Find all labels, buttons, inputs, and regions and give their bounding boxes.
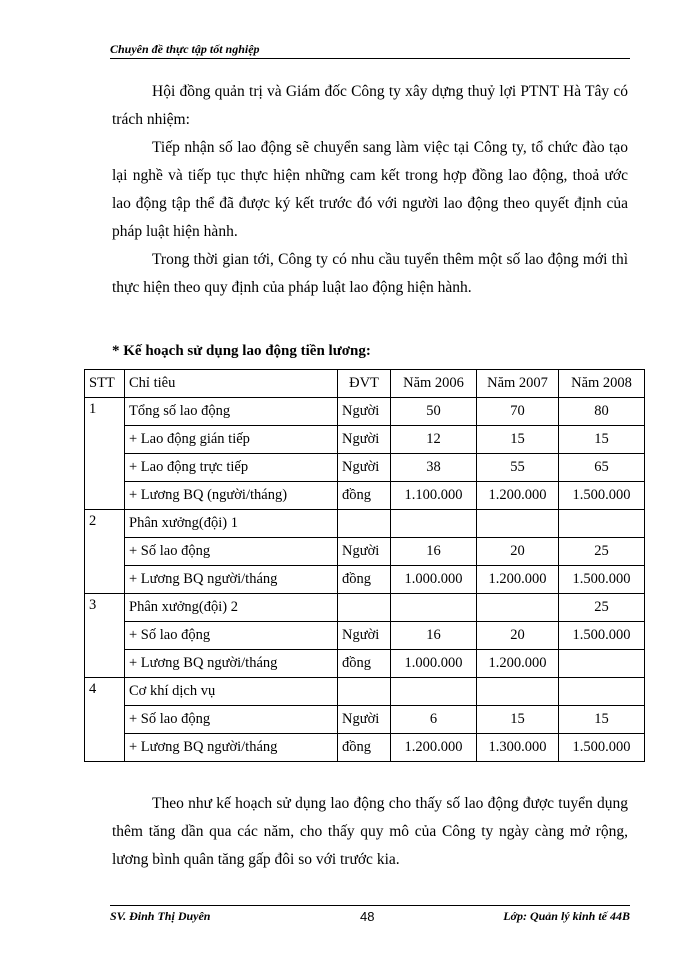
value-cell: 20 [477,538,559,566]
value-cell: 16 [391,622,477,650]
paragraph-3 [112,246,628,302]
paragraph-4 [112,790,628,874]
value-cell: 1.200.000 [477,650,559,678]
value-cell [391,678,477,706]
indicator-cell: + Lương BQ người/tháng [125,566,338,594]
table-row [85,734,645,762]
stt-cell: 1 [85,398,125,510]
unit-cell: Người [338,398,391,426]
header-cell: ĐVT [338,370,391,398]
indicator-cell: + Lương BQ người/tháng [125,650,338,678]
value-cell [477,510,559,538]
header-cell: STT [85,370,125,398]
value-cell: 1.000.000 [391,566,477,594]
value-cell [391,594,477,622]
value-cell: 1.200.000 [477,482,559,510]
value-cell: 15 [559,706,645,734]
table-row [85,622,645,650]
table-row [85,510,645,538]
paragraph-2 [112,134,628,246]
unit-cell: Người [338,538,391,566]
value-cell: 1.500.000 [559,566,645,594]
value-cell: 25 [559,594,645,622]
value-cell [391,510,477,538]
indicator-cell: + Lao động gián tiếp [125,426,338,454]
unit-cell: Người [338,426,391,454]
header-title: Chuyên đề thực tập tốt nghiệp [110,42,260,56]
footer-class: Lớp: Quản lý kinh tế 44B [503,909,630,923]
indicator-cell: Tổng số lao động [125,398,338,426]
indicator-cell: + Số lao động [125,706,338,734]
page-footer [110,905,630,926]
value-cell [559,650,645,678]
paragraph-2-text: Tiếp nhận số lao động sẽ chuyển sang làm việc tại Công ty, tổ chức đào tạo lại nghề và tiếp tục thực hiện những cam kết trong hợp đồng lao động, thoả ước lao động tập thể đã được ký kết trước đó với người lao động theo quyết định của pháp luật hiện hành. [112,139,628,240]
unit-cell: Người [338,622,391,650]
value-cell: 1.500.000 [559,482,645,510]
unit-cell: đồng [338,650,391,678]
value-cell: 1.200.000 [477,566,559,594]
value-cell: 70 [477,398,559,426]
value-cell [559,678,645,706]
header-cell: Chỉ tiêu [125,370,338,398]
indicator-cell: Phân xưởng(đội) 1 [125,510,338,538]
indicator-cell: Phân xưởng(đội) 2 [125,594,338,622]
header-cell: Năm 2006 [391,370,477,398]
value-cell: 1.100.000 [391,482,477,510]
table-row [85,482,645,510]
unit-cell [338,510,391,538]
table-row [85,706,645,734]
value-cell: 15 [477,706,559,734]
footer-author: SV. Đinh Thị Duyên [110,909,211,923]
unit-cell: đồng [338,482,391,510]
table-row [85,426,645,454]
stt-cell: 3 [85,594,125,678]
indicator-cell: + Lương BQ (người/tháng) [125,482,338,510]
table-row [85,538,645,566]
value-cell: 25 [559,538,645,566]
paragraph-1 [112,78,628,134]
indicator-cell: + Số lao động [125,538,338,566]
paragraph-3-text: Trong thời gian tới, Công ty có nhu cầu tuyển thêm một số lao động mới thì thực hiện theo quy định của pháp luật lao động hiện hành. [112,251,628,296]
indicator-cell: + Lương BQ người/tháng [125,734,338,762]
header-cell: Năm 2008 [559,370,645,398]
value-cell: 12 [391,426,477,454]
header-cell: Năm 2007 [477,370,559,398]
value-cell: 55 [477,454,559,482]
table-row [85,566,645,594]
value-cell [559,510,645,538]
value-cell: 1.300.000 [477,734,559,762]
value-cell: 1.200.000 [391,734,477,762]
value-cell [477,678,559,706]
paragraph-4-text: Theo như kế hoạch sử dụng lao động cho thấy số lao động được tuyển dụng thêm tăng dần qua các năm, cho thấy quy mô của Công ty ngày càng mở rộng, lương bình quân tăng gấp đôi so với trước kia. [112,795,628,868]
value-cell: 38 [391,454,477,482]
value-cell: 1.500.000 [559,734,645,762]
paragraph-1-text: Hội đồng quản trị và Giám đốc Công ty xây dựng thuỷ lợi PTNT Hà Tây có trách nhiệm: [112,83,628,128]
stt-cell: 2 [85,510,125,594]
value-cell [477,594,559,622]
value-cell: 15 [477,426,559,454]
page-header [110,38,630,59]
labor-plan-table [84,369,645,762]
unit-cell [338,594,391,622]
stt-cell: 4 [85,678,125,762]
value-cell: 1.500.000 [559,622,645,650]
value-cell: 65 [559,454,645,482]
table-row [85,678,645,706]
unit-cell: Người [338,454,391,482]
page-number: 48 [360,909,375,924]
value-cell: 1.000.000 [391,650,477,678]
indicator-cell: + Lao động trực tiếp [125,454,338,482]
value-cell: 6 [391,706,477,734]
value-cell: 50 [391,398,477,426]
unit-cell: đồng [338,566,391,594]
table-row [85,650,645,678]
table-row [85,454,645,482]
value-cell: 16 [391,538,477,566]
value-cell: 20 [477,622,559,650]
value-cell: 80 [559,398,645,426]
table-header-row [85,370,645,398]
unit-cell [338,678,391,706]
unit-cell: Người [338,706,391,734]
table-row [85,594,645,622]
value-cell: 15 [559,426,645,454]
table-title: * Kế hoạch sử dụng lao động tiền lương: [112,343,371,359]
table-row [85,398,645,426]
indicator-cell: + Số lao động [125,622,338,650]
unit-cell: đồng [338,734,391,762]
indicator-cell: Cơ khí dịch vụ [125,678,338,706]
